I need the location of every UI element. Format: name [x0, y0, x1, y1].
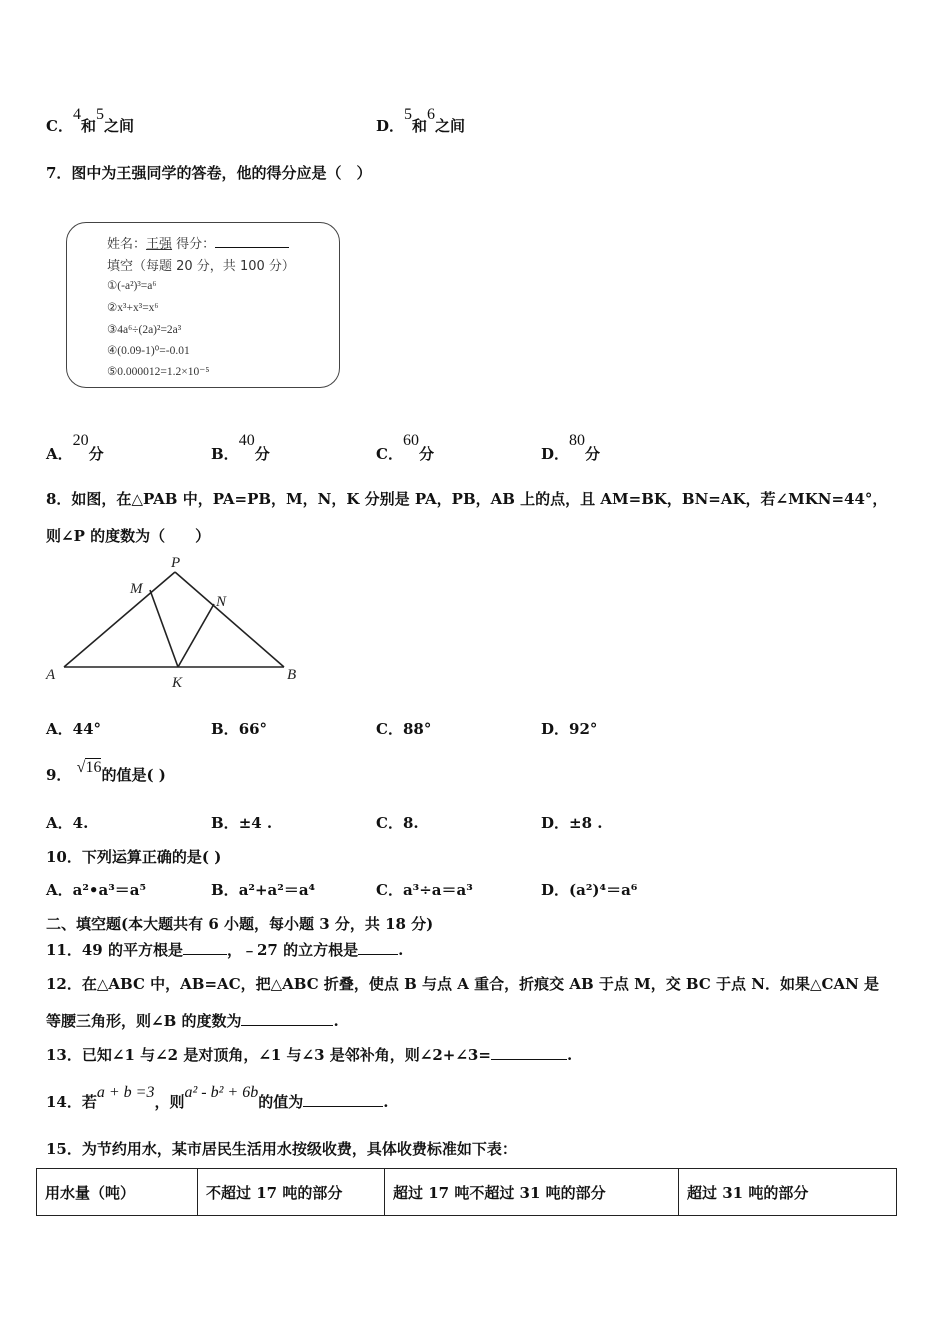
segment-mk	[150, 590, 178, 667]
q7-option-a[interactable]: A．$^{20}$分	[46, 432, 104, 463]
q6-option-d[interactable]: D．$^5$和$^6$之间	[376, 106, 466, 135]
point-p-label: P	[171, 555, 181, 571]
q8-option-a[interactable]: A．44°	[46, 720, 102, 738]
q11-stem: 11．49 的平方根是 ，﹣27 的立方根是 .	[46, 941, 404, 959]
card-name-line: 姓名：王强 得分：	[107, 233, 289, 252]
q10-option-c[interactable]: C．a³÷a＝a³	[376, 881, 473, 899]
q8-option-b[interactable]: B．66°	[211, 720, 268, 738]
q9-option-a[interactable]: A．4.	[46, 814, 89, 832]
card-item-2: ②x³+x³=x⁶	[107, 302, 159, 314]
q10-option-d[interactable]: D．(a²)⁴＝a⁶	[541, 881, 638, 899]
point-b-label: B	[287, 667, 297, 683]
q8-option-c[interactable]: C．88°	[376, 720, 432, 738]
point-m-label: M	[130, 581, 143, 597]
q8-stem-line1: 8．如图，在△PAB 中，PA=PB，M，N，K 分别是 PA，PB，AB 上的点，且 AM=BK，BN=AK，若∠MKN=44°，	[46, 490, 888, 508]
sqrt-expression: √16	[76, 759, 102, 776]
segment-nk	[178, 604, 214, 667]
point-a-label: A	[46, 667, 56, 683]
q7-option-d[interactable]: D．$^{80}$分	[541, 432, 601, 463]
q10-option-a[interactable]: A．a²•a³＝a⁵	[46, 881, 147, 899]
table-row	[37, 1169, 897, 1216]
score-blank	[215, 247, 289, 248]
q9-option-d[interactable]: D．±8 .	[541, 814, 603, 832]
q7-option-c[interactable]: C．$^{60}$分	[376, 432, 434, 463]
triangle-figure	[40, 550, 302, 692]
section-2-heading: 二、填空题(本大题共有 6 小题，每小题 3 分，共 18 分)	[46, 915, 434, 933]
table-header-cell: 超过 17 吨不超过 31 吨的部分	[385, 1169, 679, 1216]
side-pb	[175, 572, 284, 667]
q6-option-c[interactable]: C．$^4$和$^5$之间	[46, 106, 134, 135]
q15-stem: 15．为节约用水，某市居民生活用水按级收费，具体收费标准如下表：	[46, 1140, 517, 1158]
point-k-label: K	[172, 675, 183, 691]
side-pa	[64, 572, 175, 667]
card-item-1: ①(-a²)³=a⁶	[107, 280, 157, 292]
card-item-4: ④(0.09-1)⁰=-0.01	[107, 345, 190, 357]
q9-option-c[interactable]: C．8.	[376, 814, 419, 832]
q12-line2: 等腰三角形，则∠B 的度数为 .	[46, 1012, 339, 1030]
q11-blank-2[interactable]	[358, 954, 398, 955]
card-subtitle: 填空（每题 20 分，共 100 分）	[107, 259, 295, 274]
q13-stem: 13．已知∠1 与∠2 是对顶角，∠1 与∠3 是邻补角，则∠2+∠3= .	[46, 1046, 573, 1064]
water-fee-table	[36, 1168, 897, 1216]
table-header-cell: 超过 31 吨的部分	[679, 1169, 897, 1216]
q10-option-b[interactable]: B．a²+a²＝a⁴	[211, 881, 316, 899]
table-header-cell: 不超过 17 吨的部分	[198, 1169, 385, 1216]
q13-blank[interactable]	[491, 1059, 567, 1060]
q11-blank-1[interactable]	[183, 954, 227, 955]
q14-expression: a² - b² + 6b	[184, 1084, 259, 1101]
q7-option-b[interactable]: B．$^{40}$分	[211, 432, 270, 463]
point-n-label: N	[216, 594, 227, 610]
table-header-cell: 用水量（吨）	[37, 1169, 198, 1216]
q14-stem: 14．若a + b =3，则a² - b² + 6b的值为 .	[46, 1084, 389, 1111]
q8-stem-line2: 则∠P 的度数为（ ）	[46, 527, 211, 545]
q14-blank[interactable]	[303, 1106, 383, 1107]
q9-option-b[interactable]: B．±4 .	[211, 814, 273, 832]
q7-stem: 7．图中为王强同学的答卷，他的得分应是（ ）	[46, 164, 372, 182]
q9-stem: 9． √16的值是( )	[46, 759, 166, 784]
card-item-3: ③4a⁶÷(2a)²=2a³	[107, 324, 182, 336]
card-item-5: ⑤0.000012=1.2×10⁻⁵	[107, 366, 210, 378]
q8-option-d[interactable]: D．92°	[541, 720, 598, 738]
q12-line1: 12．在△ABC 中，AB=AC，把△ABC 折叠，使点 B 与点 A 重合，折痕交 AB 于点 M，交 BC 于点 N．如果△CAN 是	[46, 975, 880, 993]
answer-sheet-card	[66, 222, 340, 388]
q14-condition: a + b =3	[96, 1084, 155, 1101]
q10-stem: 10．下列运算正确的是( )	[46, 848, 222, 866]
q12-blank[interactable]	[241, 1025, 333, 1026]
